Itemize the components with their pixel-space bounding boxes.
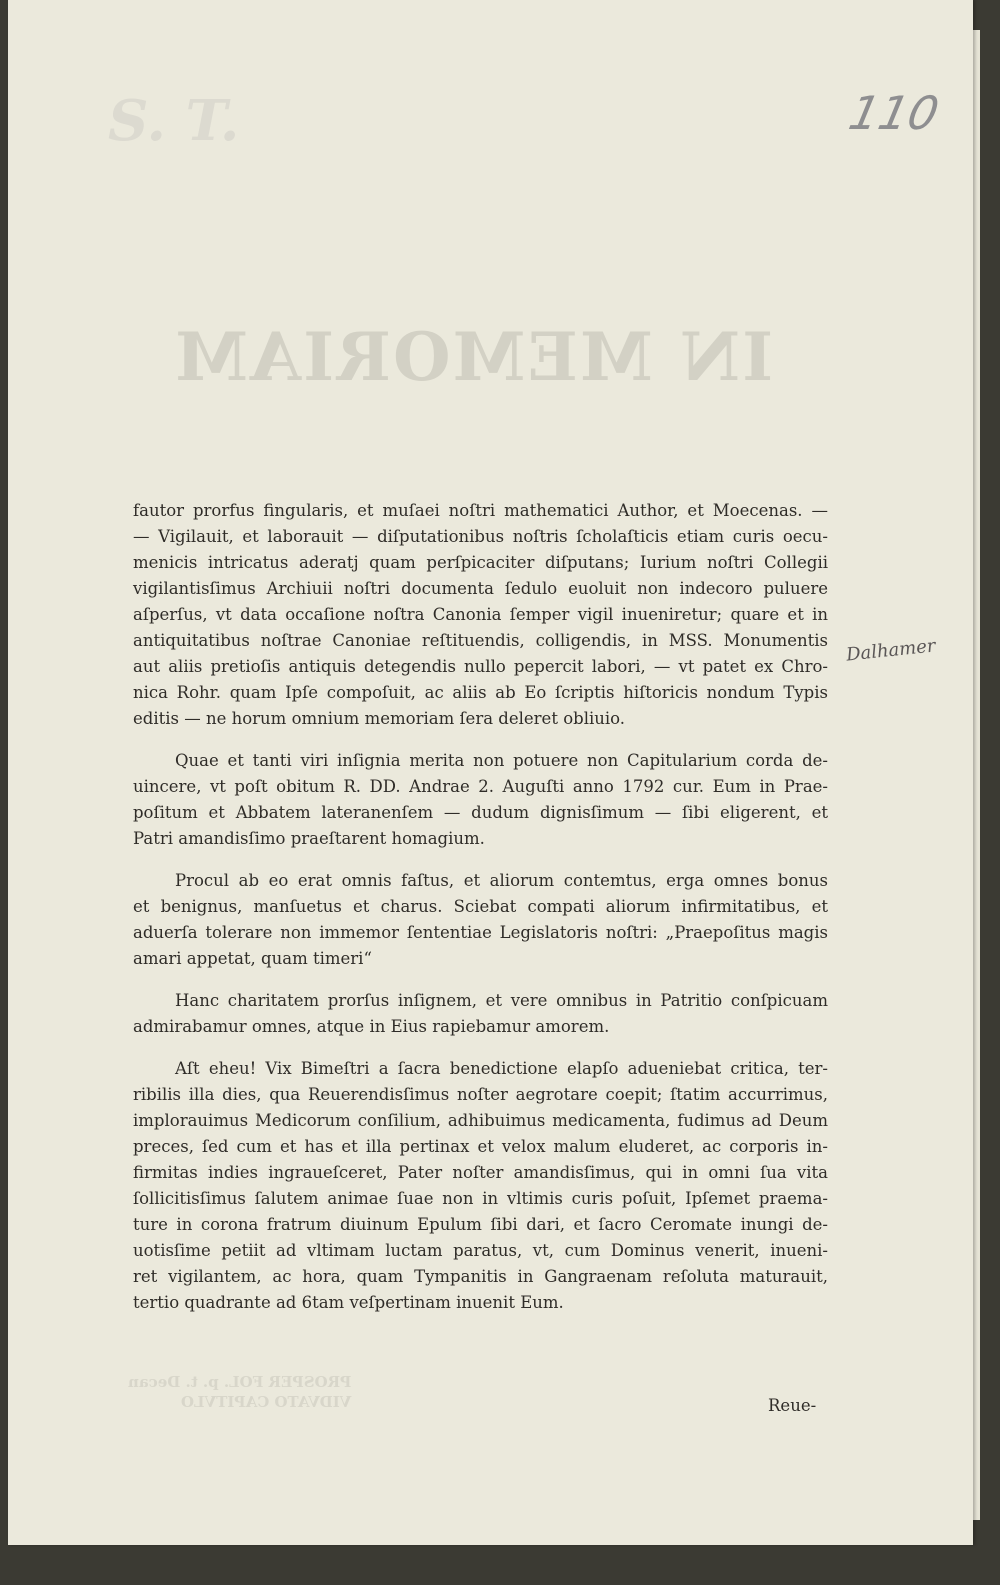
- text-line: vigilantisſimus Archiuii noſtri documenta ſedulo euoluit non indecoro puluere: [133, 579, 828, 598]
- text-line: aſperſus, vt data occaſione noſtra Canonia ſemper vigil inueniretur; quare et in: [133, 605, 828, 624]
- bleed-through-mark: S. T.: [108, 88, 240, 154]
- handwritten-margin-note: Dalhamer: [845, 635, 937, 666]
- text-line: menicis intricatus aderatj quam perſpicaciter diſputans; Iurium noſtri Collegii: [133, 553, 828, 572]
- text-line: ret vigilantem, ac hora, quam Tympanitis in Gangraenam reſoluta maturauit,: [133, 1267, 828, 1286]
- text-line: poſitum et Abbatem lateranenſem — dudum dignisſimum — ſibi eligerent, et: [133, 803, 828, 822]
- paragraph: [133, 988, 828, 1040]
- text-line: tertio quadrante ad 6tam veſpertinam inuenit Eum.: [133, 1293, 564, 1312]
- paragraph: [133, 1056, 828, 1316]
- text-line: aut aliis pretioſis antiquis detegendis nullo pepercit labori, — vt patet ex Chro-: [133, 657, 828, 676]
- text-line: admirabamur omnes, atque in Eius rapiebamur amorem.: [133, 1017, 610, 1036]
- folio-number: 110: [844, 86, 944, 140]
- text-line: Hanc charitatem prorſus inſignem, et vere omnibus in Patritio conſpicuam: [175, 991, 828, 1010]
- body-text: [133, 498, 828, 1316]
- text-line: fautor prorfus fingularis, et muſaei noſtri mathematici Author, et Moecenas. —: [133, 501, 828, 520]
- bleed-through-footer: PROSPER FOL. p. t. Decan VIDVATO CAPITVLO: [128, 1373, 352, 1411]
- text-line: nica Rohr. quam Ipſe compoſuit, ac aliis ab Eo ſcriptis hiſtoricis nondum Typis: [133, 683, 828, 702]
- text-line: Procul ab eo erat omnis faſtus, et aliorum contemtus, erga omnes bonus: [175, 871, 828, 890]
- document-page: [8, 0, 973, 1545]
- text-line: — Vigilauit, et laborauit — diſputationibus noſtris ſcholaſticis etiam curis oecu-: [133, 527, 828, 546]
- paragraph: [133, 498, 828, 732]
- text-line: preces, ſed cum et has et illa pertinax et velox malum eluderet, ac corporis in-: [133, 1137, 828, 1156]
- text-line: uotisſime petiit ad vltimam luctam paratus, vt, cum Dominus venerit, inueni-: [133, 1241, 828, 1260]
- paragraph: [133, 868, 828, 972]
- text-line: Aſt eheu! Vix Bimeſtri a ſacra benedictione elapſo adueniebat critica, ter-: [175, 1059, 828, 1078]
- text-line: firmitas indies ingraueſceret, Pater noſter amandisſimus, qui in omni ſua vita: [133, 1163, 828, 1182]
- paragraph-gap: [133, 972, 828, 988]
- paragraph-gap: [133, 1040, 828, 1056]
- text-line: implorauimus Medicorum conſilium, adhibuimus medicamenta, fudimus ad Deum: [133, 1111, 828, 1130]
- text-line: antiquitatibus noſtrae Canoniae reſtituendis, colligendis, in MSS. Monumentis: [133, 631, 828, 650]
- text-line: amari appetat, quam timeri“: [133, 949, 372, 968]
- text-line: et benignus, manſuetus et charus. Sciebat compati aliorum infirmitatibus, et: [133, 897, 828, 916]
- catchword: Reue-: [768, 1396, 817, 1415]
- text-line: aduerſa tolerare non immemor ſententiae Legislatoris noſtri: „Praepoſitus magis: [133, 923, 828, 942]
- paragraph-gap: [133, 732, 828, 748]
- text-line: uincere, vt poſt obitum R. DD. Andrae 2. Auguſti anno 1792 cur. Eum in Prae-: [133, 777, 828, 796]
- paragraph: [133, 748, 828, 852]
- paragraph-gap: [133, 852, 828, 868]
- text-line: Quae et tanti viri inſignia merita non potuere non Capitularium corda de-: [175, 751, 828, 770]
- text-line: ſollicitisſimus ſalutem animae ſuae non in vltimis curis poſuit, Ipſemet praema-: [133, 1189, 828, 1208]
- bleed-through-title: IN MEMORIAM: [173, 318, 774, 396]
- text-line: Patri amandisſimo praeſtarent homagium.: [133, 829, 485, 848]
- text-line: ribilis illa dies, qua Reuerendisſimus noſter aegrotare coepit; ſtatim accurrimus,: [133, 1085, 828, 1104]
- text-line: ture in corona fratrum diuinum Epulum ſibi dari, et ſacro Ceromate inungi de-: [133, 1215, 828, 1234]
- text-line: editis — ne horum omnium memoriam ſera deleret obliuio.: [133, 709, 626, 728]
